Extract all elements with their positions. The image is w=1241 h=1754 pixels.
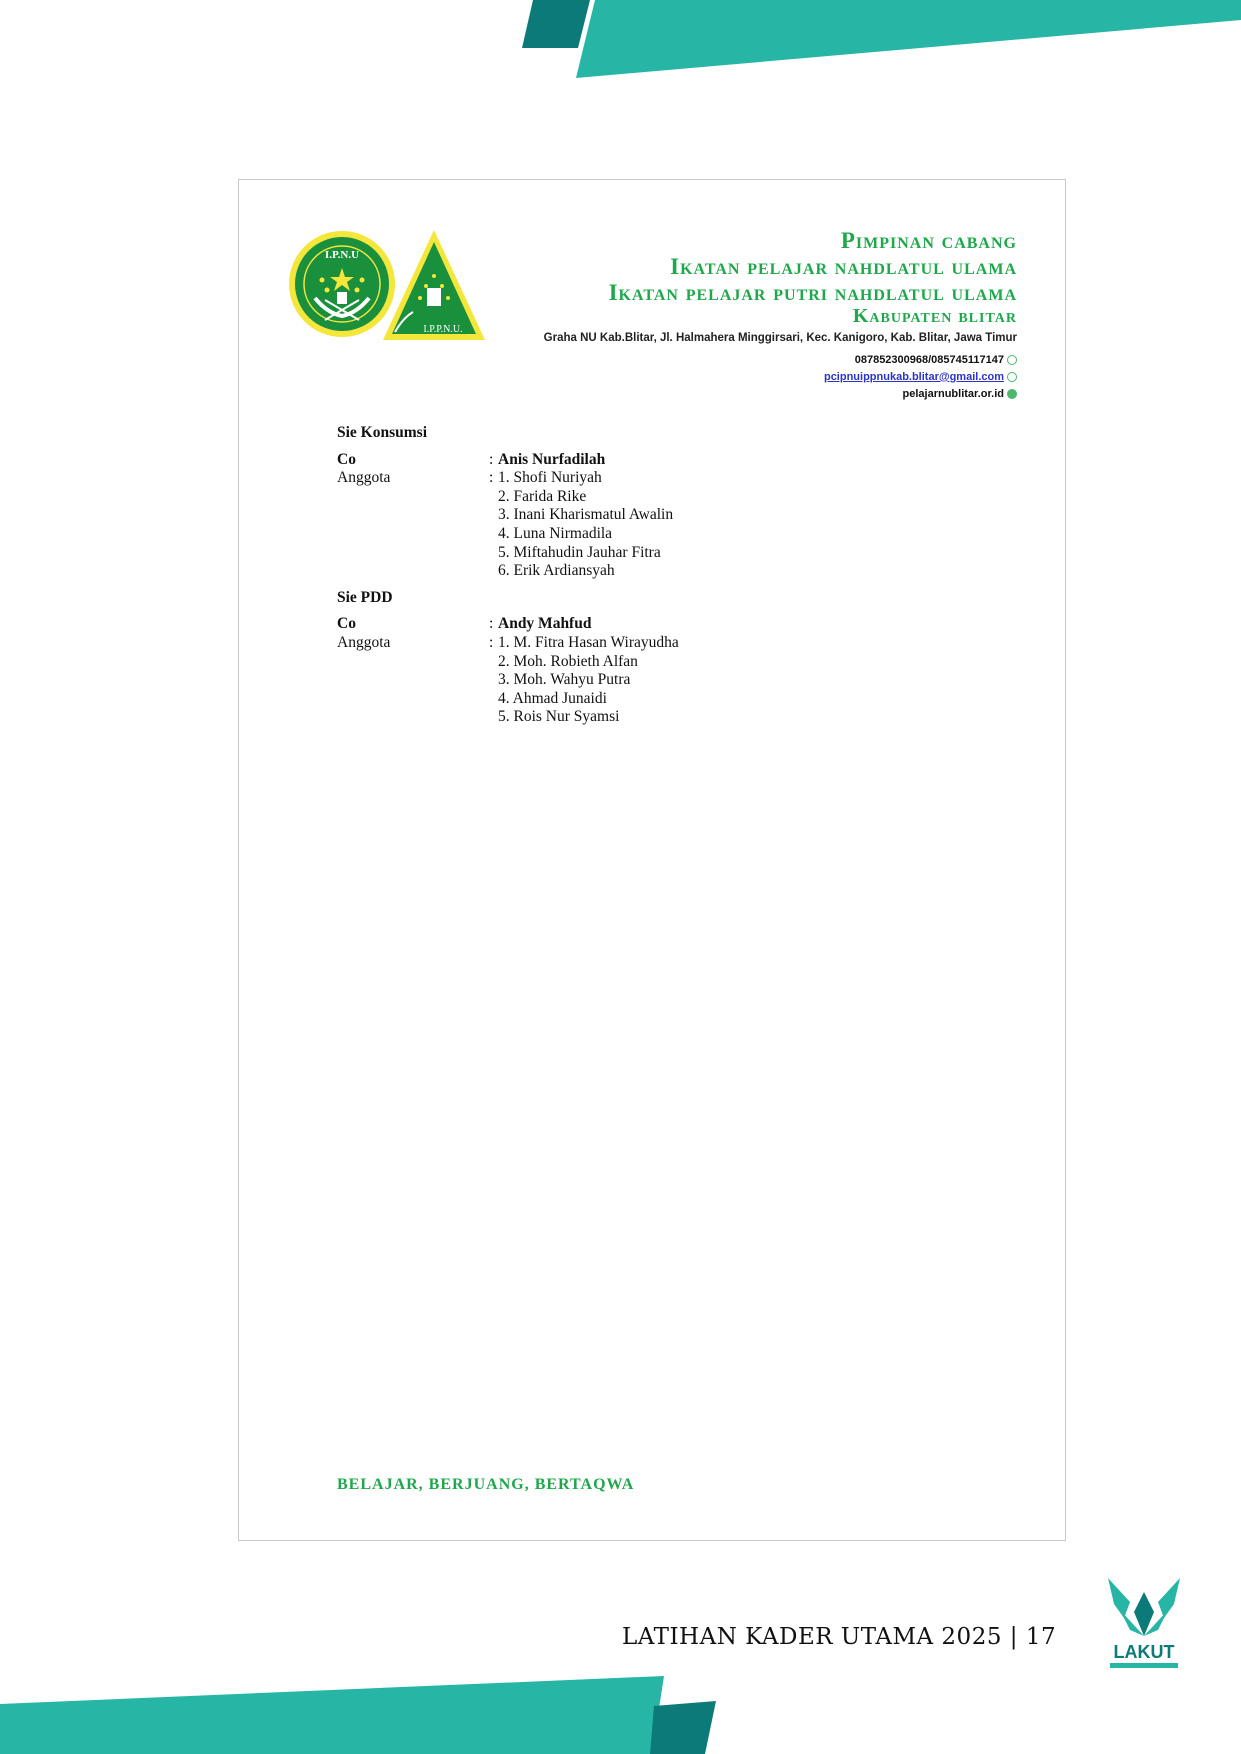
members-row — [337, 469, 679, 488]
page-footer — [622, 1624, 1056, 1650]
section-konsumsi — [337, 424, 679, 581]
section-title: Sie PDD — [337, 588, 393, 606]
member-item: 3. Inani Kharismatul Awalin — [498, 506, 674, 524]
co-name: Andy Mahfud — [498, 615, 592, 633]
phone-row — [544, 352, 1017, 369]
lakut-logo-icon — [1100, 1574, 1188, 1674]
co-name: Anis Nurfadilah — [498, 450, 606, 468]
letterhead-line-1: Pimpinan cabang — [840, 228, 1017, 253]
co-row — [337, 615, 679, 634]
top-band-dark — [522, 0, 590, 48]
member-item: 1. Shofi Nuriyah — [498, 469, 602, 487]
letterhead-address: Graha NU Kab.Blitar, Jl. Halmahera Minggirsari, Kec. Kanigoro, Kab. Blitar, Jawa Timur — [543, 331, 1017, 344]
member-item: 5. Miftahudin Jauhar Fitra — [498, 543, 661, 561]
member-item: 1. M. Fitra Hasan Wirayudha — [498, 633, 679, 651]
colon: : — [489, 615, 494, 633]
ippnu-logo-icon — [383, 230, 485, 340]
ipnu-logo-icon — [289, 231, 395, 337]
website-text: pelajarnublitar.or.id — [902, 387, 1004, 400]
bottom-band — [0, 1676, 664, 1754]
page-number: 17 — [1025, 1624, 1057, 1650]
letterhead-line-3: Ikatan pelajar putri nahdlatul ulama — [608, 279, 1017, 305]
phone-number: 087852300968/085745117147 — [854, 353, 1004, 366]
footer-separator: | — [1009, 1624, 1019, 1650]
section-pdd — [337, 589, 679, 727]
letterhead — [544, 228, 1017, 403]
co-label: Co — [337, 615, 356, 633]
colon: : — [489, 469, 494, 487]
ippnu-logo-text: I.P.P.N.U. — [423, 324, 463, 335]
colon: : — [489, 450, 494, 468]
footer-title: LATIHAN KADER UTAMA 2025 — [622, 1624, 1002, 1650]
member-item: 4. Ahmad Junaidi — [498, 689, 607, 707]
co-row — [337, 451, 679, 470]
whatsapp-icon — [1007, 355, 1017, 365]
co-label: Co — [337, 450, 356, 468]
email-row — [544, 369, 1017, 386]
letterhead-line-2: Ikatan pelajar nahdlatul ulama — [670, 253, 1017, 279]
member-item: 6. Erik Ardiansyah — [498, 562, 615, 580]
member-item: 5. Rois Nur Syamsi — [498, 708, 620, 726]
organization-logos — [287, 228, 487, 348]
colon: : — [489, 633, 494, 651]
bottom-band-dark — [650, 1701, 716, 1754]
committee-list — [337, 424, 679, 727]
top-band — [576, 0, 1241, 78]
section-title: Sie Konsumsi — [337, 424, 428, 441]
member-list — [498, 488, 679, 581]
letterhead-line-4: Kabupaten blitar — [852, 305, 1017, 328]
members-row — [337, 634, 679, 653]
member-item: 2. Farida Rike — [498, 487, 587, 505]
motto: BELAJAR, BERJUANG, BERTAQWA — [337, 1476, 635, 1493]
website-row — [544, 386, 1017, 403]
email-link[interactable]: pcipnuippnukab.blitar@gmail.com — [823, 370, 1004, 383]
member-item: 2. Moh. Robieth Alfan — [498, 652, 638, 670]
email-icon — [1007, 372, 1017, 382]
lakut-logo-text: LAKUT — [1113, 1642, 1175, 1662]
members-label: Anggota — [337, 633, 391, 651]
ipnu-logo-text: I.P.N.U — [324, 249, 360, 261]
member-item: 3. Moh. Wahyu Putra — [498, 671, 631, 689]
globe-icon — [1007, 389, 1017, 399]
letter-page — [238, 179, 1066, 1541]
member-item: 4. Luna Nirmadila — [498, 524, 613, 542]
contact-block — [544, 352, 1017, 403]
member-list — [498, 653, 679, 727]
members-label: Anggota — [337, 469, 391, 487]
